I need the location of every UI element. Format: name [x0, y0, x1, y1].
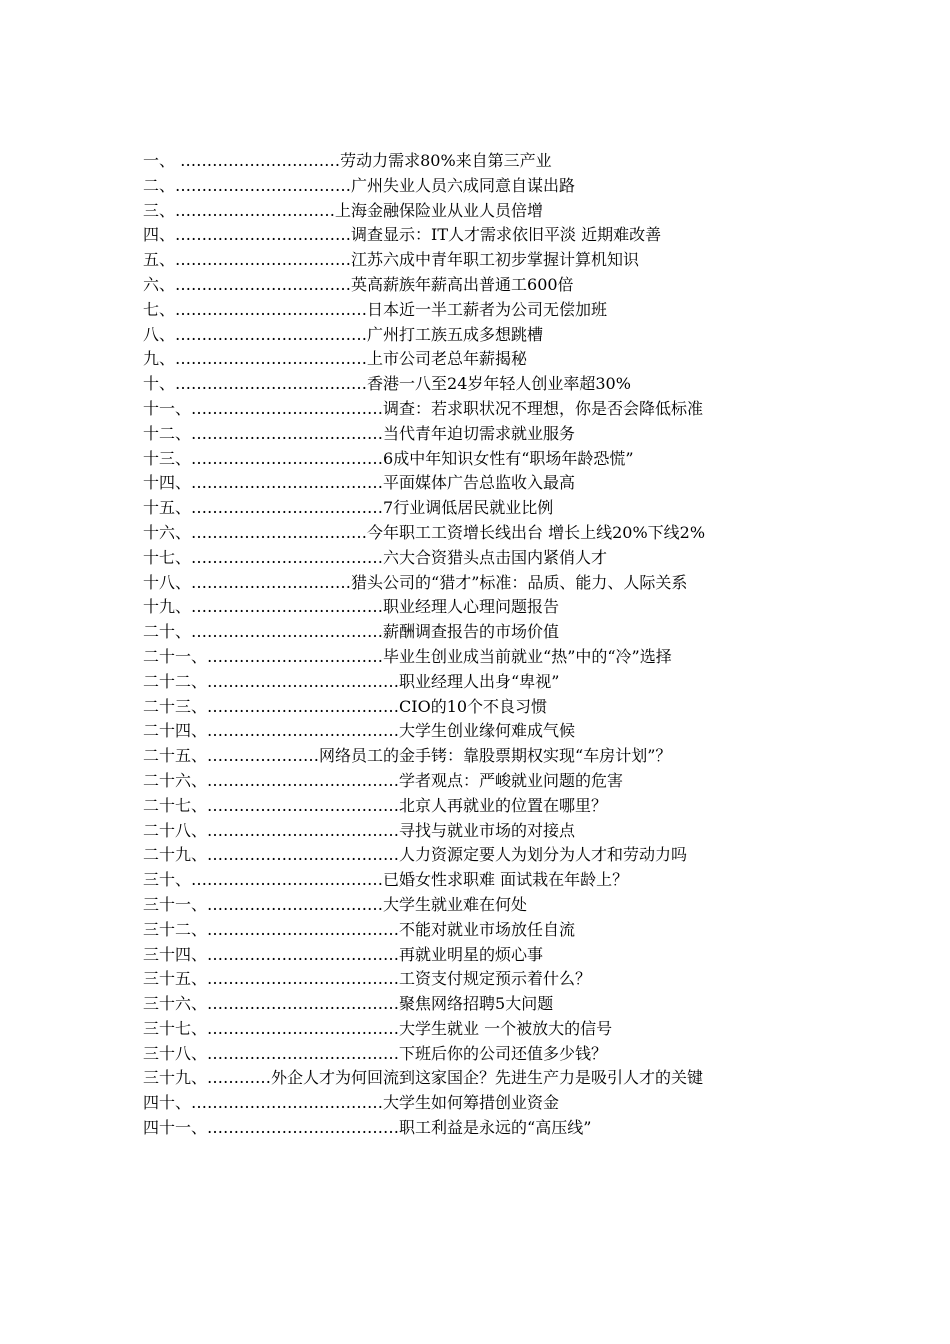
toc-entry-number: 四十、 [143, 1093, 192, 1113]
toc-entry-title: 大学生就业难在何处 [383, 894, 528, 914]
toc-entry-number: 三十一、 [143, 894, 208, 914]
toc-entry[interactable] [143, 695, 808, 720]
toc-leader-dots: …………………………… [175, 250, 352, 270]
toc-leader-dots: ……………………………… [175, 324, 368, 344]
toc-entry[interactable] [143, 794, 808, 819]
toc-entry-number: 二十三、 [143, 696, 208, 716]
toc-entry-title: 广州失业人员六成同意自谋出路 [351, 175, 576, 195]
toc-entry[interactable] [143, 620, 808, 645]
toc-entry-number: 三十二、 [143, 919, 208, 939]
toc-entry-number: 二十五、 [143, 746, 208, 766]
toc-entry-number: 三十五、 [143, 969, 208, 989]
toc-entry-number: 十一、 [143, 398, 192, 418]
toc-leader-dots: …………………………… [175, 274, 352, 294]
toc-entry-number: 一、 [143, 151, 181, 170]
toc-entry-title: 调查显示：IT人才需求依旧平淡 近期难改善 [351, 225, 662, 245]
toc-entry-number: 十、 [143, 374, 176, 394]
toc-entry-title: 平面媒体广告总监收入最高 [383, 473, 576, 493]
toc-entry[interactable] [143, 893, 808, 918]
toc-entry-title: 英高薪族年薪高出普通工600倍 [351, 274, 574, 294]
toc-leader-dots: ……………………………… [207, 994, 400, 1014]
toc-entry-number: 五、 [143, 250, 176, 270]
toc-entry-number: 二十、 [143, 622, 192, 642]
toc-leader-dots: ……………………………… [175, 374, 368, 394]
toc-entry-number: 十二、 [143, 423, 192, 443]
toc-entry-number: 八、 [143, 324, 176, 344]
toc-entry-title: 职工利益是永远的“高压线” [399, 1118, 592, 1138]
toc-entry-number: 四、 [143, 225, 176, 245]
toc-entry-title: 上市公司老总年薪揭秘 [367, 349, 528, 369]
toc-entry[interactable] [143, 546, 808, 571]
toc-entry[interactable] [143, 323, 808, 348]
toc-leader-dots: ………………… [207, 746, 320, 766]
toc-entry[interactable] [143, 595, 808, 620]
toc-entry-title: 大学生如何筹措创业资金 [383, 1093, 560, 1113]
toc-entry-title: 网络员工的金手铐：靠股票期权实现“车房计划”？ [319, 746, 672, 766]
toc-entry[interactable] [143, 248, 808, 273]
toc-leader-dots: ……………………………… [207, 770, 400, 790]
toc-entry-title: 上海金融保险业从业人员倍增 [335, 200, 544, 220]
toc-entry-title: 7行业调低居民就业比例 [383, 498, 554, 518]
toc-entry-number: 二十七、 [143, 795, 208, 815]
toc-leader-dots: ……………………………… [191, 870, 384, 890]
toc-entry[interactable] [143, 496, 808, 521]
toc-leader-dots: ……………………………… [207, 969, 400, 989]
toc-entry-title: 当代青年迫切需求就业服务 [383, 423, 576, 443]
toc-leader-dots: ……………………………… [191, 423, 384, 443]
toc-entry-title: 香港一八至24岁年轻人创业率超30% [367, 374, 631, 394]
toc-entry-number: 二十八、 [143, 820, 208, 840]
toc-entry[interactable] [143, 967, 808, 992]
toc-entry[interactable] [143, 719, 808, 744]
table-of-contents [143, 149, 808, 1141]
toc-entry-number: 三十四、 [143, 944, 208, 964]
toc-entry[interactable] [143, 521, 808, 546]
toc-entry[interactable] [143, 372, 808, 397]
toc-leader-dots: ………………………… [191, 572, 352, 592]
toc-entry[interactable] [143, 819, 808, 844]
toc-entry[interactable] [143, 447, 808, 472]
toc-entry-title: 6成中年知识女性有“职场年龄恐慌” [383, 448, 634, 468]
toc-leader-dots: ……………………………… [207, 795, 400, 815]
toc-entry[interactable] [143, 918, 808, 943]
toc-entry[interactable] [143, 769, 808, 794]
toc-entry[interactable] [143, 1017, 808, 1042]
toc-entry-title: 今年职工工资增长线出台 增长上线20%下线2% [367, 522, 706, 542]
toc-entry-number: 十九、 [143, 597, 192, 617]
toc-leader-dots: ……………………………… [175, 299, 368, 319]
toc-entry-title: 猎头公司的“猎才”标准：品质、能力、人际关系 [351, 572, 688, 592]
toc-entry[interactable] [143, 843, 808, 868]
toc-entry-title: 劳动力需求80%来自第三产业 [340, 151, 552, 170]
toc-entry-title: 广州打工族五成多想跳槽 [367, 324, 544, 344]
toc-entry[interactable] [143, 1091, 808, 1116]
toc-entry[interactable] [143, 273, 808, 298]
toc-entry[interactable] [143, 223, 808, 248]
toc-leader-dots: ………… [207, 1068, 272, 1088]
toc-entry[interactable] [143, 471, 808, 496]
toc-entry-number: 三十九、 [143, 1068, 208, 1088]
toc-entry-number: 十三、 [143, 448, 192, 468]
toc-entry[interactable] [143, 298, 808, 323]
toc-entry[interactable] [143, 422, 808, 447]
toc-entry[interactable] [143, 645, 808, 670]
toc-entry-title: 调查：若求职状况不理想，你是否会降低标准 [383, 398, 704, 418]
toc-leader-dots: …………………………… [175, 225, 352, 245]
toc-entry[interactable] [143, 1116, 808, 1141]
toc-entry-title: 大学生创业缘何难成气候 [399, 721, 576, 741]
toc-entry-title: 北京人再就业的位置在哪里？ [399, 795, 608, 815]
toc-entry-number: 四十一、 [143, 1118, 208, 1138]
toc-leader-dots: …………………………… [207, 894, 384, 914]
toc-leader-dots: ……………………………… [207, 919, 400, 939]
toc-entry-title: 人力资源定要人为划分为人才和劳动力吗 [399, 845, 688, 865]
toc-entry-number: 十四、 [143, 473, 192, 493]
toc-entry[interactable] [143, 744, 808, 769]
toc-entry-title: 外企人才为何回流到这家国企？先进生产力是吸引人才的关键 [271, 1068, 704, 1088]
toc-entry[interactable] [143, 943, 808, 968]
toc-leader-dots: ……………………………… [191, 498, 384, 518]
toc-entry-title: 薪酬调查报告的市场价值 [383, 622, 560, 642]
toc-entry-title: 六大合资猎头点击国内紧俏人才 [383, 547, 608, 567]
toc-entry-title: 不能对就业市场放任自流 [399, 919, 576, 939]
toc-entry-title: CIO的10个不良习惯 [399, 696, 548, 716]
toc-entry-number: 二、 [143, 175, 176, 195]
toc-leader-dots: ……………………………… [175, 349, 368, 369]
toc-entry-title: 再就业明星的烦心事 [399, 944, 544, 964]
toc-entry-title: 毕业生创业成当前就业“热”中的“冷”选择 [383, 646, 672, 666]
toc-leader-dots: ……………………………… [191, 1093, 384, 1113]
toc-entry-number: 六、 [143, 274, 176, 294]
toc-entry-number: 三十六、 [143, 994, 208, 1014]
toc-leader-dots: …………………………… [175, 175, 352, 195]
toc-entry[interactable] [143, 149, 808, 174]
toc-leader-dots: ……………………………… [207, 696, 400, 716]
toc-entry-title: 江苏六成中青年职工初步掌握计算机知识 [351, 250, 640, 270]
toc-entry-number: 九、 [143, 349, 176, 369]
toc-entry-number: 三十七、 [143, 1018, 208, 1038]
toc-entry-title: 寻找与就业市场的对接点 [399, 820, 576, 840]
toc-entry-title: 下班后你的公司还值多少钱？ [399, 1043, 608, 1063]
toc-entry-title: 工资支付规定预示着什么？ [399, 969, 592, 989]
toc-entry-number: 二十一、 [143, 646, 208, 666]
toc-entry[interactable] [143, 347, 808, 372]
toc-entry[interactable] [143, 199, 808, 224]
toc-leader-dots: …………………………… [191, 522, 368, 542]
toc-entry-number: 三十、 [143, 870, 192, 890]
toc-entry-number: 三十八、 [143, 1043, 208, 1063]
toc-leader-dots: ……………………………… [207, 820, 400, 840]
toc-entry[interactable] [143, 397, 808, 422]
toc-leader-dots: ……………………………… [207, 721, 400, 741]
toc-leader-dots: ……………………………… [191, 597, 384, 617]
toc-leader-dots: ……………………………… [191, 448, 384, 468]
toc-entry-number: 三、 [143, 200, 176, 220]
toc-leader-dots: ……………………………… [191, 547, 384, 567]
toc-entry-title: 日本近一半工薪者为公司无偿加班 [367, 299, 608, 319]
toc-entry-title: 职业经理人心理问题报告 [383, 597, 560, 617]
toc-entry-title: 大学生就业 一个被放大的信号 [399, 1018, 613, 1038]
toc-leader-dots: ………………………… [180, 151, 341, 170]
toc-entry-number: 七、 [143, 299, 176, 319]
toc-entry[interactable] [143, 571, 808, 596]
toc-entry-number: 二十六、 [143, 770, 208, 790]
toc-entry-number: 十八、 [143, 572, 192, 592]
toc-entry-title: 职业经理人出身“卑视” [399, 671, 560, 691]
toc-entry-number: 二十二、 [143, 671, 208, 691]
toc-entry-number: 十七、 [143, 547, 192, 567]
toc-entry-number: 十六、 [143, 522, 192, 542]
toc-entry[interactable] [143, 1042, 808, 1067]
toc-leader-dots: …………………………… [207, 646, 384, 666]
toc-entry-title: 已婚女性求职难 面试栽在年龄上？ [383, 870, 629, 890]
toc-leader-dots: ……………………………… [191, 398, 384, 418]
toc-leader-dots: ……………………………… [207, 1018, 400, 1038]
toc-leader-dots: ……………………………… [207, 944, 400, 964]
toc-entry[interactable] [143, 1066, 808, 1091]
toc-entry-number: 二十四、 [143, 721, 208, 741]
toc-entry[interactable] [143, 174, 808, 199]
toc-leader-dots: ……………………………… [191, 473, 384, 493]
toc-entry-number: 二十九、 [143, 845, 208, 865]
toc-leader-dots: ……………………………… [207, 1043, 400, 1063]
toc-entry-title: 聚焦网络招聘5大问题 [399, 994, 554, 1014]
toc-leader-dots: ……………………………… [207, 1118, 400, 1138]
toc-leader-dots: ………………………… [175, 200, 336, 220]
toc-entry[interactable] [143, 992, 808, 1017]
toc-leader-dots: ……………………………… [207, 671, 400, 691]
toc-entry[interactable] [143, 868, 808, 893]
toc-leader-dots: ……………………………… [191, 622, 384, 642]
toc-entry-title: 学者观点：严峻就业问题的危害 [399, 770, 624, 790]
toc-entry[interactable] [143, 670, 808, 695]
toc-entry-number: 十五、 [143, 498, 192, 518]
toc-leader-dots: ……………………………… [207, 845, 400, 865]
